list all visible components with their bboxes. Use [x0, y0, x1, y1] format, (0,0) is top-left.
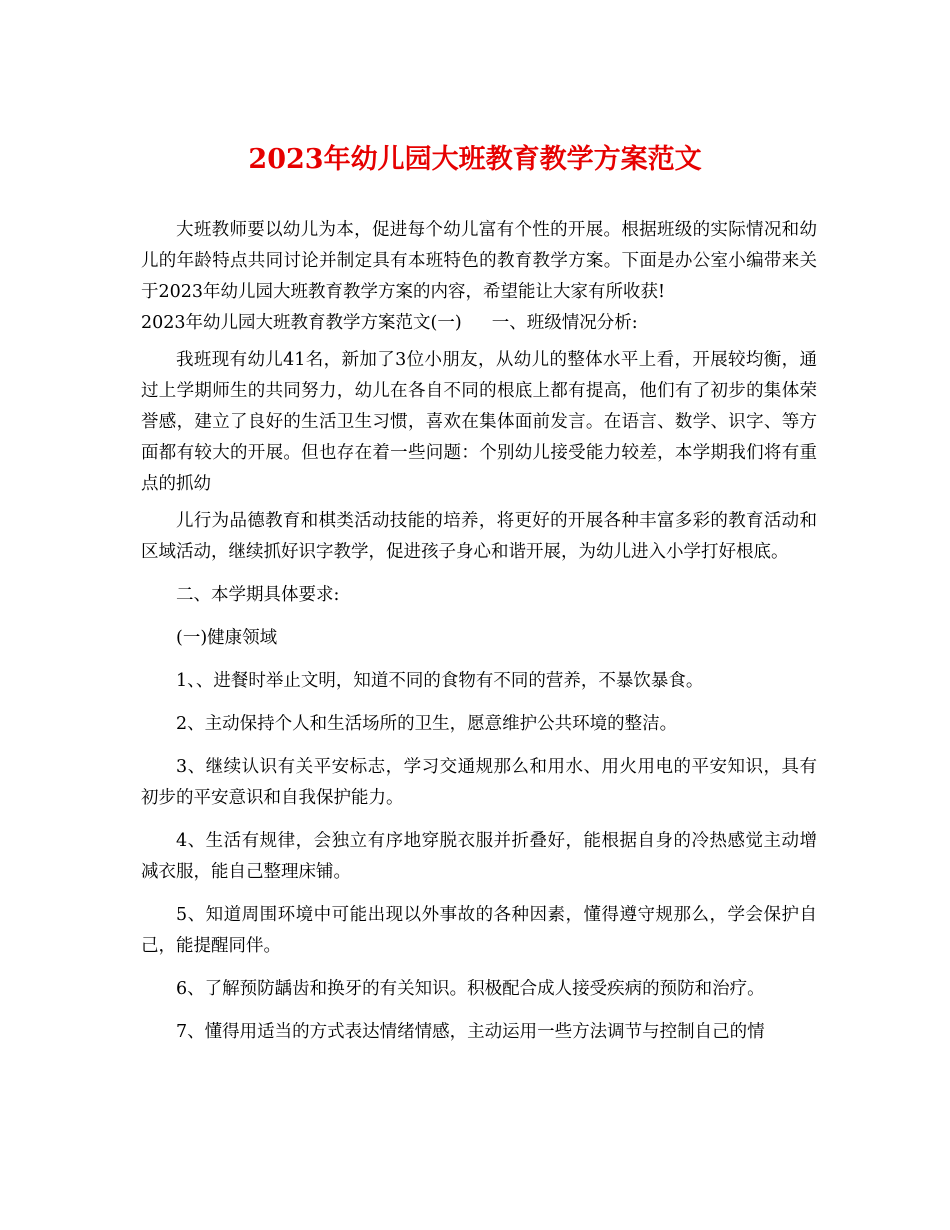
document-body [141, 215, 817, 1048]
list-item: 7、懂得用适当的方式表达情绪情感，主动运用一些方法调节与控制自己的情 [176, 1022, 765, 1042]
list-item: 6、了解预防龋齿和换牙的有关知识。积极配合成人接受疾病的预防和治疗。 [176, 979, 765, 999]
subheading-line [141, 308, 817, 339]
list-item: 1、、进餐时举止文明，知道不同的食物有不同的营养，不暴饮暴食。 [176, 671, 704, 691]
section2-heading: 二、本学期具体要求: [176, 585, 340, 605]
list-item: 5、知道周围环境中可能出现以外事故的各种因素，懂得遵守规那么，学会保护自己，能提醒同伴。 [141, 905, 817, 956]
section1-heading: 一、班级情况分析: [491, 313, 638, 333]
list-item: 2、主动保持个人和生活场所的卫生，愿意维护公共环境的整洁。 [176, 714, 678, 734]
class-analysis-paragraph-1: 我班现有幼儿41名，新加了3位小朋友，从幼儿的整体水平上看，开展较均衡，通过上学期师生的共同努力，幼儿在各自不同的根底上都有提高，他们有了初步的集体荣誉感，建立了良好的生活卫生习惯，喜欢在集体面前发言。在语言、数学、识字、等方面都有较大的开展。但也存在着一些问题：个别幼儿接受能力较差，本学期我们将有重点的抓幼 [141, 350, 817, 494]
subheading-title: 2023年幼儿园大班教育教学方案范文(一) [141, 313, 462, 333]
list-item: 3、继续认识有关平安标志，学习交通规那么和用水、用火用电的平安知识，具有初步的平安意识和自我保护能力。 [141, 757, 817, 808]
intro-paragraph: 大班教师要以幼儿为本，促进每个幼儿富有个性的开展。根据班级的实际情况和幼儿的年龄特点共同讨论并制定具有本班特色的教育教学方案。下面是办公室小编带来关于2023年幼儿园大班教育教学方案的内容，希望能让大家有所收获! [141, 220, 817, 302]
document-title: 2023年幼儿园大班教育教学方案范文 [248, 144, 702, 175]
list-item: 4、生活有规律，会独立有序地穿脱衣服并折叠好，能根据自身的冷热感觉主动增减衣服，能自己整理床铺。 [141, 831, 817, 882]
health-domain-heading: (一)健康领域 [176, 628, 278, 648]
class-analysis-paragraph-2: 儿行为品德教育和棋类活动技能的培养，将更好的开展各种丰富多彩的教育活动和区域活动，继续抓好识字教学，促进孩子身心和谐开展，为幼儿进入小学打好根底。 [141, 511, 817, 562]
